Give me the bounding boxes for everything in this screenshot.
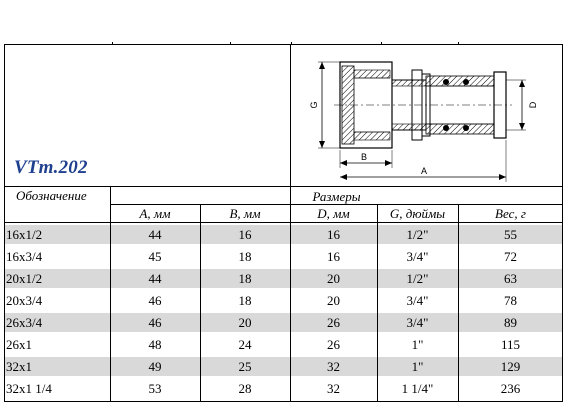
section-divider [4, 186, 563, 187]
cell-d: 32 [327, 381, 340, 396]
cell-b: 18 [238, 293, 252, 308]
col-b-header: B, мм [229, 206, 261, 221]
cell-w: 129 [500, 359, 521, 374]
cell-d: 16 [327, 249, 340, 264]
cell-d: 26 [327, 337, 340, 352]
cell-name: 20x3/4 [6, 293, 43, 308]
frame-top [4, 44, 563, 45]
cell-w: 89 [504, 315, 517, 330]
cell-w: 78 [504, 293, 517, 308]
cell-d: 26 [327, 315, 340, 330]
cell-g: 3/4" [406, 315, 429, 330]
cell-g: 1 1/4" [401, 381, 434, 396]
col-a-header: A, мм [139, 206, 171, 221]
cell-a: 48 [148, 337, 162, 352]
header-dimensions: Размеры [312, 189, 361, 204]
cell-a: 49 [148, 359, 162, 374]
cell-w: 55 [504, 227, 517, 242]
cell-name: 20x1/2 [6, 271, 43, 286]
cell-name: 26x1 [6, 337, 32, 352]
cell-g: 1/2" [406, 271, 429, 286]
cell-d: 20 [327, 293, 340, 308]
cell-name: 32x1 1/4 [6, 381, 52, 396]
cell-g: 1" [411, 359, 424, 374]
model-code: VTm.202 [14, 157, 88, 178]
cell-b: 18 [238, 249, 252, 264]
cell-g: 1/2" [406, 227, 429, 242]
cell-d: 20 [327, 271, 340, 286]
cell-w: 115 [500, 337, 521, 352]
cell-w: 63 [504, 271, 517, 286]
col-d-header: D, мм [317, 206, 350, 221]
fitting-drawing [296, 50, 546, 183]
cell-a: 53 [148, 381, 162, 396]
col-g-header: G, дюймы [389, 206, 446, 221]
dim-b-label: B [360, 152, 368, 162]
cell-b: 16 [238, 227, 252, 242]
cell-b: 28 [238, 381, 252, 396]
header-bottom [4, 222, 563, 223]
cell-b: 24 [238, 337, 252, 352]
cell-w: 236 [500, 381, 521, 396]
frame-left [4, 44, 5, 402]
header-designation: Обозначение [16, 188, 87, 203]
cell-d: 32 [327, 359, 340, 374]
cell-name: 16x1/2 [6, 227, 43, 242]
cell-a: 45 [148, 249, 162, 264]
col-w-header: Вес, г [495, 206, 526, 221]
cell-name: 32x1 [6, 359, 32, 374]
cell-b: 25 [238, 359, 252, 374]
dim-d-label: D [528, 101, 538, 109]
cell-a: 46 [148, 315, 162, 330]
frame-bottom [4, 401, 563, 402]
cell-g: 3/4" [406, 249, 429, 264]
cell-w: 72 [504, 249, 517, 264]
cell-a: 46 [148, 293, 162, 308]
cell-a: 44 [148, 271, 162, 286]
cell-g: 1" [411, 337, 424, 352]
cell-name: 26x3/4 [6, 315, 43, 330]
dim-a-label: A [420, 166, 428, 176]
cell-a: 44 [148, 227, 162, 242]
spec-sheet [4, 44, 563, 402]
cell-g: 3/4" [406, 293, 429, 308]
dim-g-label: G [309, 101, 319, 109]
cell-d: 16 [327, 227, 340, 242]
cell-name: 16x3/4 [6, 249, 43, 264]
cell-b: 20 [238, 315, 252, 330]
cell-b: 18 [238, 271, 252, 286]
